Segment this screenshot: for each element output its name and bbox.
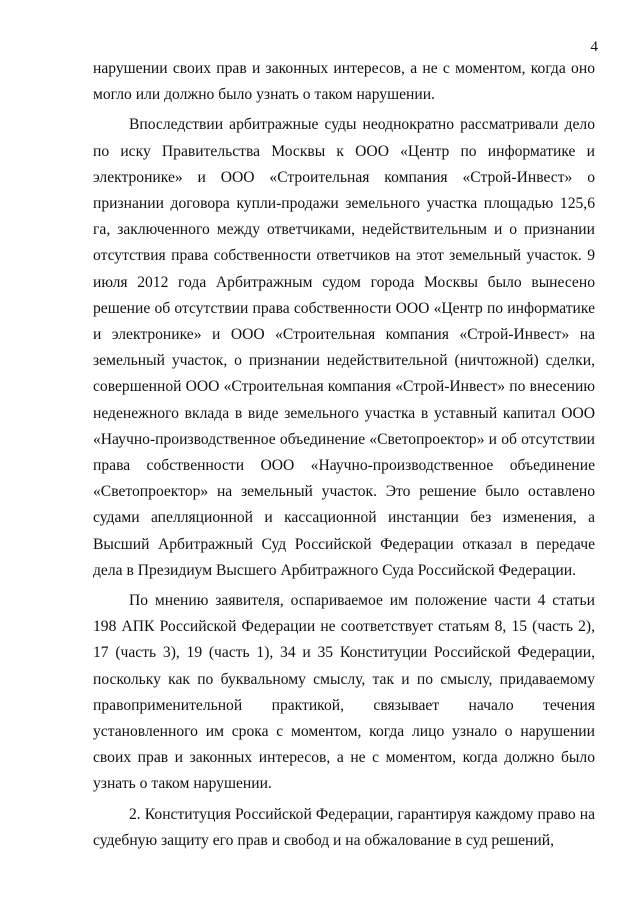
page-number: 4 <box>590 39 598 55</box>
paragraph-constitution: 2. Конституция Российской Федерации, гарантируя каждому право на судебную защиту его прав и свобод и на обжалование в суд решений, <box>93 805 595 849</box>
document-body <box>93 56 595 854</box>
paragraph-applicant-opinion: По мнению заявителя, оспариваемое им положение части 4 статьи 198 АПК Российской Федерации не соответствует статьям 8, 15 (часть 2), 17 (часть 3), 19 (часть 1), 34 и 35 Конституции Российской Федерации, поскольку как по буквальному смыслу, так и по смыслу, придаваемому правоприменительной практикой, связывает начало течения установленного им срока с моментом, когда лицо узнало о нарушении своих прав и законных интересов, а не с моментом, когда должно было узнать о таком нарушении. <box>93 592 595 793</box>
paragraph-arbitration-history: Впоследствии арбитражные суды неоднократно рассматривали дело по иску Правительства Москвы к ООО «Центр по информатике и электронике» и ООО «Строительная компания «Строй-Инвест» о признании договора купли-продажи земельного участка площадью 125,6 га, заключенного между ответчиками, недействительным и о признании отсутствия права собственности ответчиков на этот земельный участок. 9 июля 2012 года Арбитражным судом города Москвы было вынесено решение об отсутствии права собственности ООО «Центр по информатике и электронике» и ООО «Строительная компания «Строй-Инвест» на земельный участок, о признании недействительной (ничтожной) сделки, совершенной ООО «Строительная компания «Строй-Инвест» по внесению неденежного вклада в виде земельного участка в уставный капитал ООО «Научно-производственное объединение «Светопроектор» и об отсутствии права собственности ООО «Научно-производственное объединение «Светопроектор» на земельный участок. Это решение было оставлено судами апелляционной и кассационной инстанции без изменения, а Высший Арбитражный Суд Российской Федерации отказал в передаче дела в Президиум Высшего Арбитражного Суда Российской Федерации. <box>93 116 595 579</box>
paragraph-continuation: нарушении своих прав и законных интересов, а не с моментом, когда оно могло или должно было узнать о таком нарушении. <box>93 60 595 104</box>
